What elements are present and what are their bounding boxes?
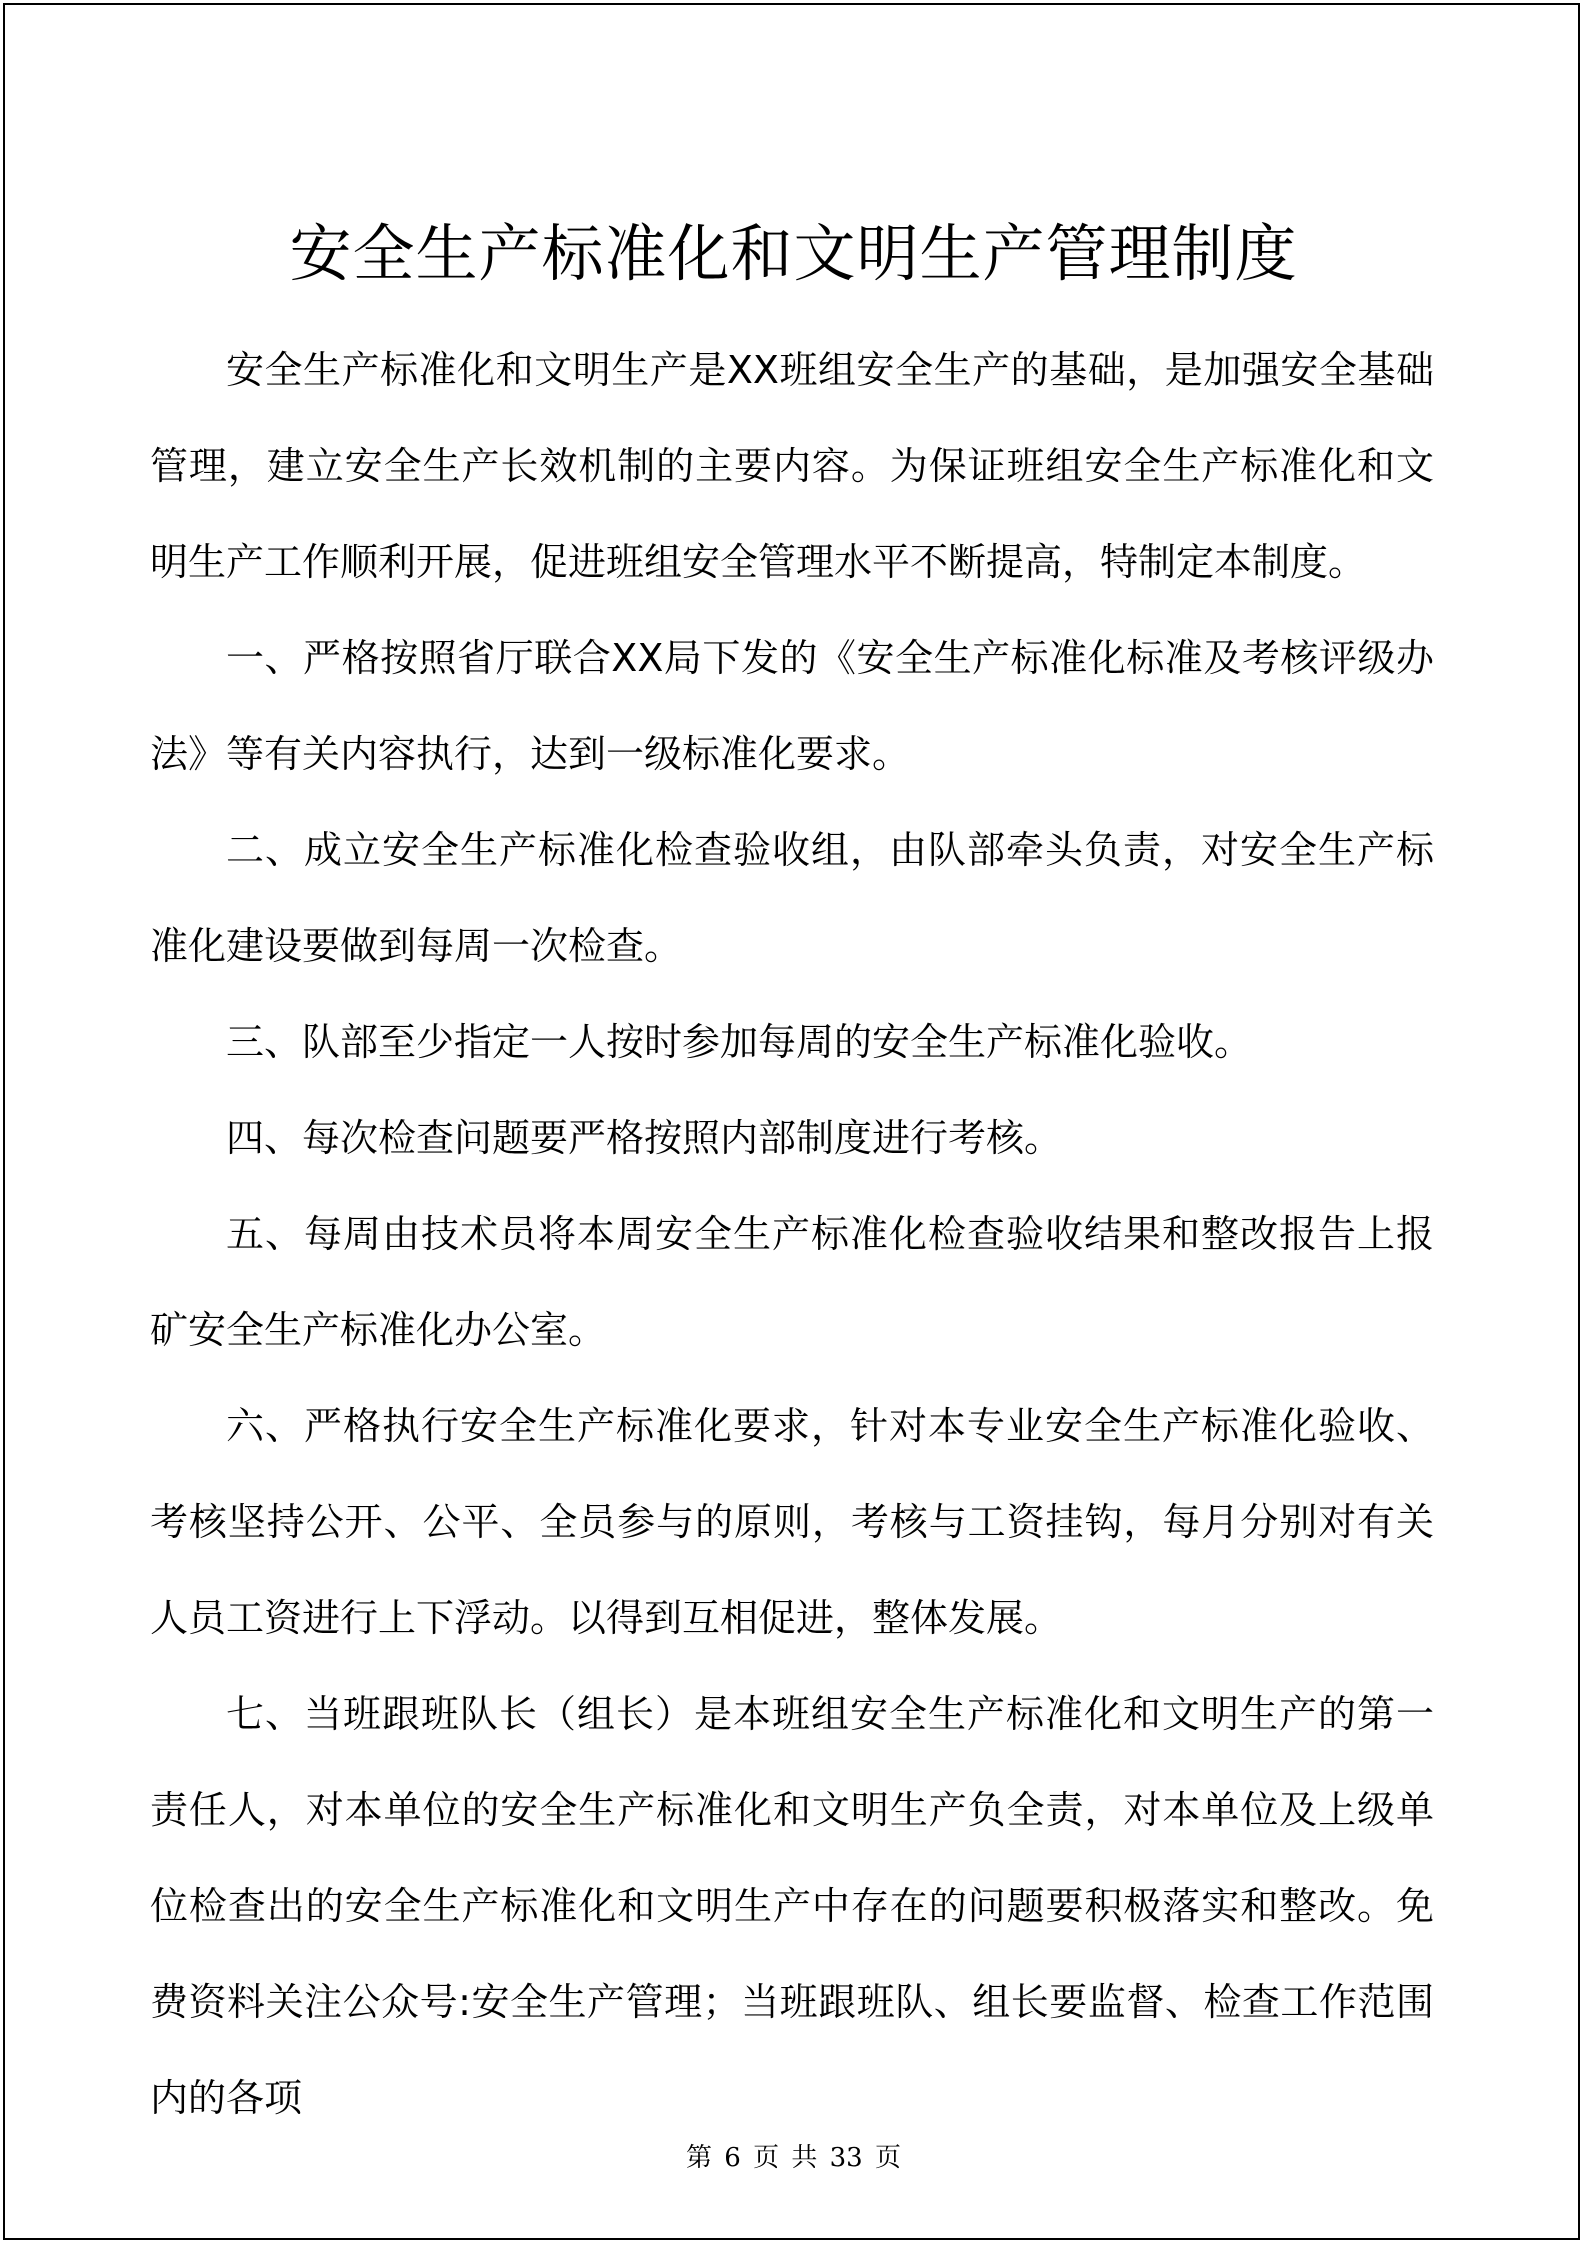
document-body <box>150 322 1434 2146</box>
paragraph-item-1: 一、严格按照省厅联合XX局下发的《安全生产标准化标准及考核评级办法》等有关内容执行，达到一级标准化要求。 <box>150 636 1434 776</box>
paragraph-item-4: 四、每次检查问题要严格按照内部制度进行考核。 <box>226 1116 1063 1160</box>
paragraph-item-2: 二、成立安全生产标准化检查验收组，由队部牵头负责，对安全生产标准化建设要做到每周一次检查。 <box>150 828 1434 968</box>
page-number-footer: 第 6 页 共 33 页 <box>686 2143 901 2173</box>
paragraph-item-3: 三、队部至少指定一人按时参加每周的安全生产标准化验收。 <box>226 1020 1253 1064</box>
paragraph-item-7: 七、当班跟班队长（组长）是本班组安全生产标准化和文明生产的第一责任人，对本单位的安全生产标准化和文明生产负全责，对本单位及上级单位检查出的安全生产标准化和文明生产中存在的问题要积极落实和整改。免费资料关注公众号:安全生产管理；当班跟班队、组长要监督、检查工作范围内的各项 <box>150 1692 1434 2120</box>
paragraph-item-6: 六、严格执行安全生产标准化要求，针对本专业安全生产标准化验收、考核坚持公开、公平、全员参与的原则，考核与工资挂钩，每月分别对有关人员工资进行上下浮动。以得到互相促进，整体发展。 <box>150 1404 1434 1640</box>
paragraph-item-5: 五、每周由技术员将本周安全生产标准化检查验收结果和整改报告上报矿安全生产标准化办公室。 <box>150 1212 1434 1352</box>
paragraph-intro: 安全生产标准化和文明生产是XX班组安全生产的基础，是加强安全基础管理，建立安全生产长效机制的主要内容。为保证班组安全生产标准化和文明生产工作顺利开展，促进班组安全管理水平不断提高，特制定本制度。 <box>150 348 1434 584</box>
document-title: 安全生产标准化和文明生产管理制度 <box>289 217 1298 290</box>
